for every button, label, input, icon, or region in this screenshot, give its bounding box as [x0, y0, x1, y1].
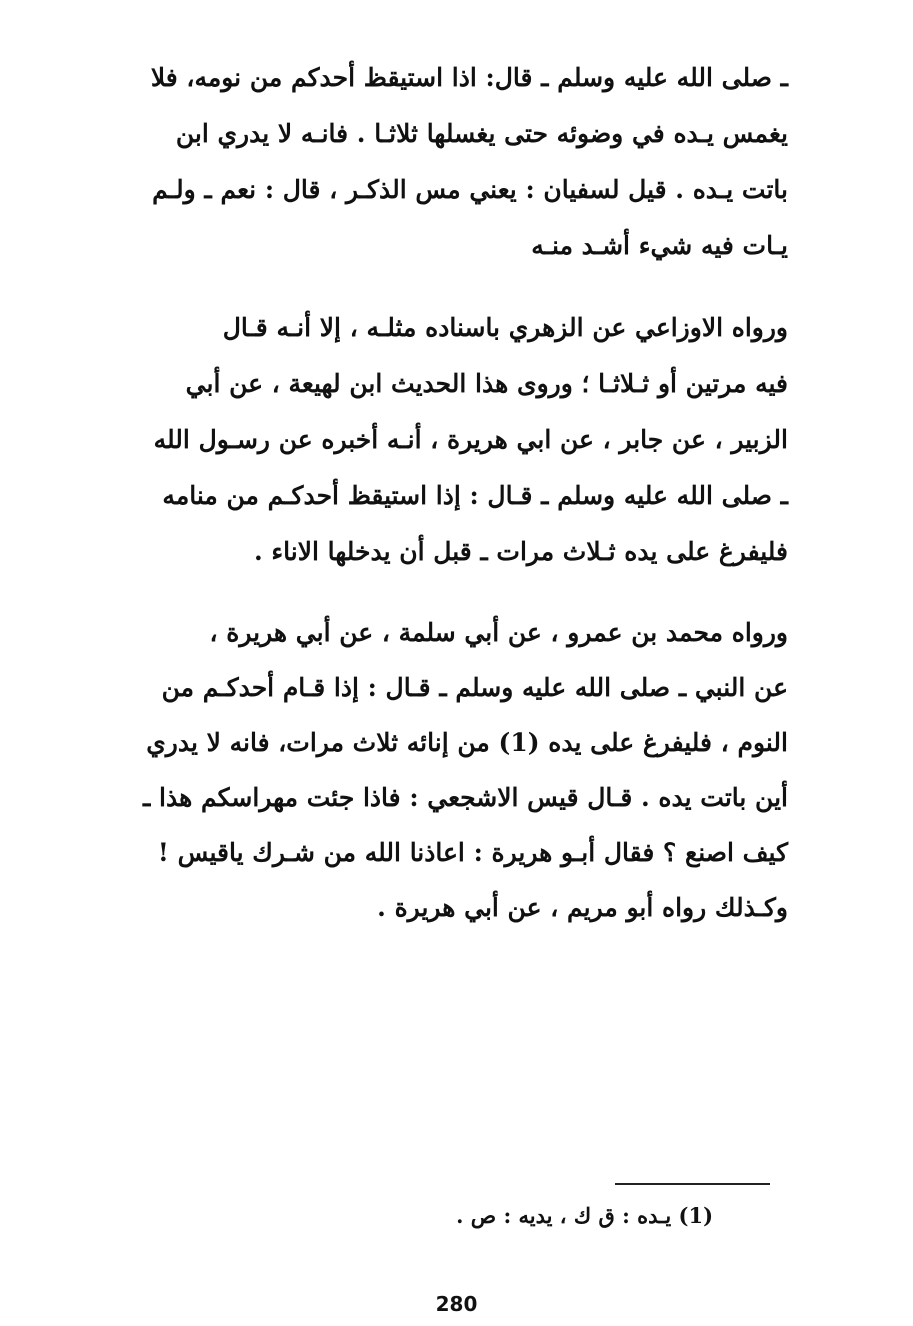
- paragraph-2: [148, 300, 788, 580]
- footnote-divider: [615, 1183, 770, 1185]
- text-line: الزبير ، عن جابر ، عن ابي هريرة ، أنـه أخبره عن رسـول الله: [153, 425, 788, 454]
- text-line: يـات فيه شيء أشـد منـه: [531, 231, 788, 260]
- text-line: فيه مرتين أو ثـلاثـا ؛ وروى هذا الحديث ابن لهيعة ، عن أبي: [185, 369, 788, 398]
- footnote: (1) يـده : ق ك ، يديه : ص .: [456, 1203, 713, 1228]
- text-line: ورواه الاوزاعي عن الزهري باسناده مثلـه ، إلا أنـه قـال: [222, 313, 788, 342]
- text-line: يغمس يـده في وضوئه حتى يغسلها ثلاثـا . فانـه لا يدري ابن: [175, 119, 788, 148]
- paragraph-1: [148, 50, 788, 274]
- paragraph-3: [143, 605, 788, 935]
- text-line: باتت يـده . قيل لسفيان : يعني مس الذكـر ، قال : نعم ـ ولـم: [152, 175, 788, 204]
- text-line: وكـذلك رواه أبو مريم ، عن أبي هريرة .: [377, 893, 788, 922]
- text-line: ـ صلى الله عليه وسلم ـ قال: اذا استيقظ أحدكم من نومه، فلا: [150, 63, 788, 92]
- text-line: أين باتت يده . قـال قيس الاشجعي : فاذا جئت مهراسكم هذا ـ: [143, 783, 788, 812]
- page-number: 280: [435, 1292, 478, 1316]
- text-line: النوم ، فليفرغ على يده (1) من إنائه ثلاث مرات، فانه لا يدري: [146, 728, 788, 757]
- text-line: ورواه محمد بن عمرو ، عن أبي سلمة ، عن أبي هريرة ،: [209, 618, 788, 647]
- text-line: ـ صلى الله عليه وسلم ـ قـال : إذا استيقظ أحدكـم من منامه: [162, 481, 788, 510]
- text-line: كيف اصنع ؟ فقال أبـو هريرة : اعاذنا الله من شـرك ياقيس !: [157, 838, 788, 867]
- text-line: عن النبي ـ صلى الله عليه وسلم ـ قـال : إذا قـام أحدكـم من: [161, 673, 788, 702]
- text-line: فليفرغ على يده ثـلاث مرات ـ قبل أن يدخلها الاناء .: [253, 537, 788, 566]
